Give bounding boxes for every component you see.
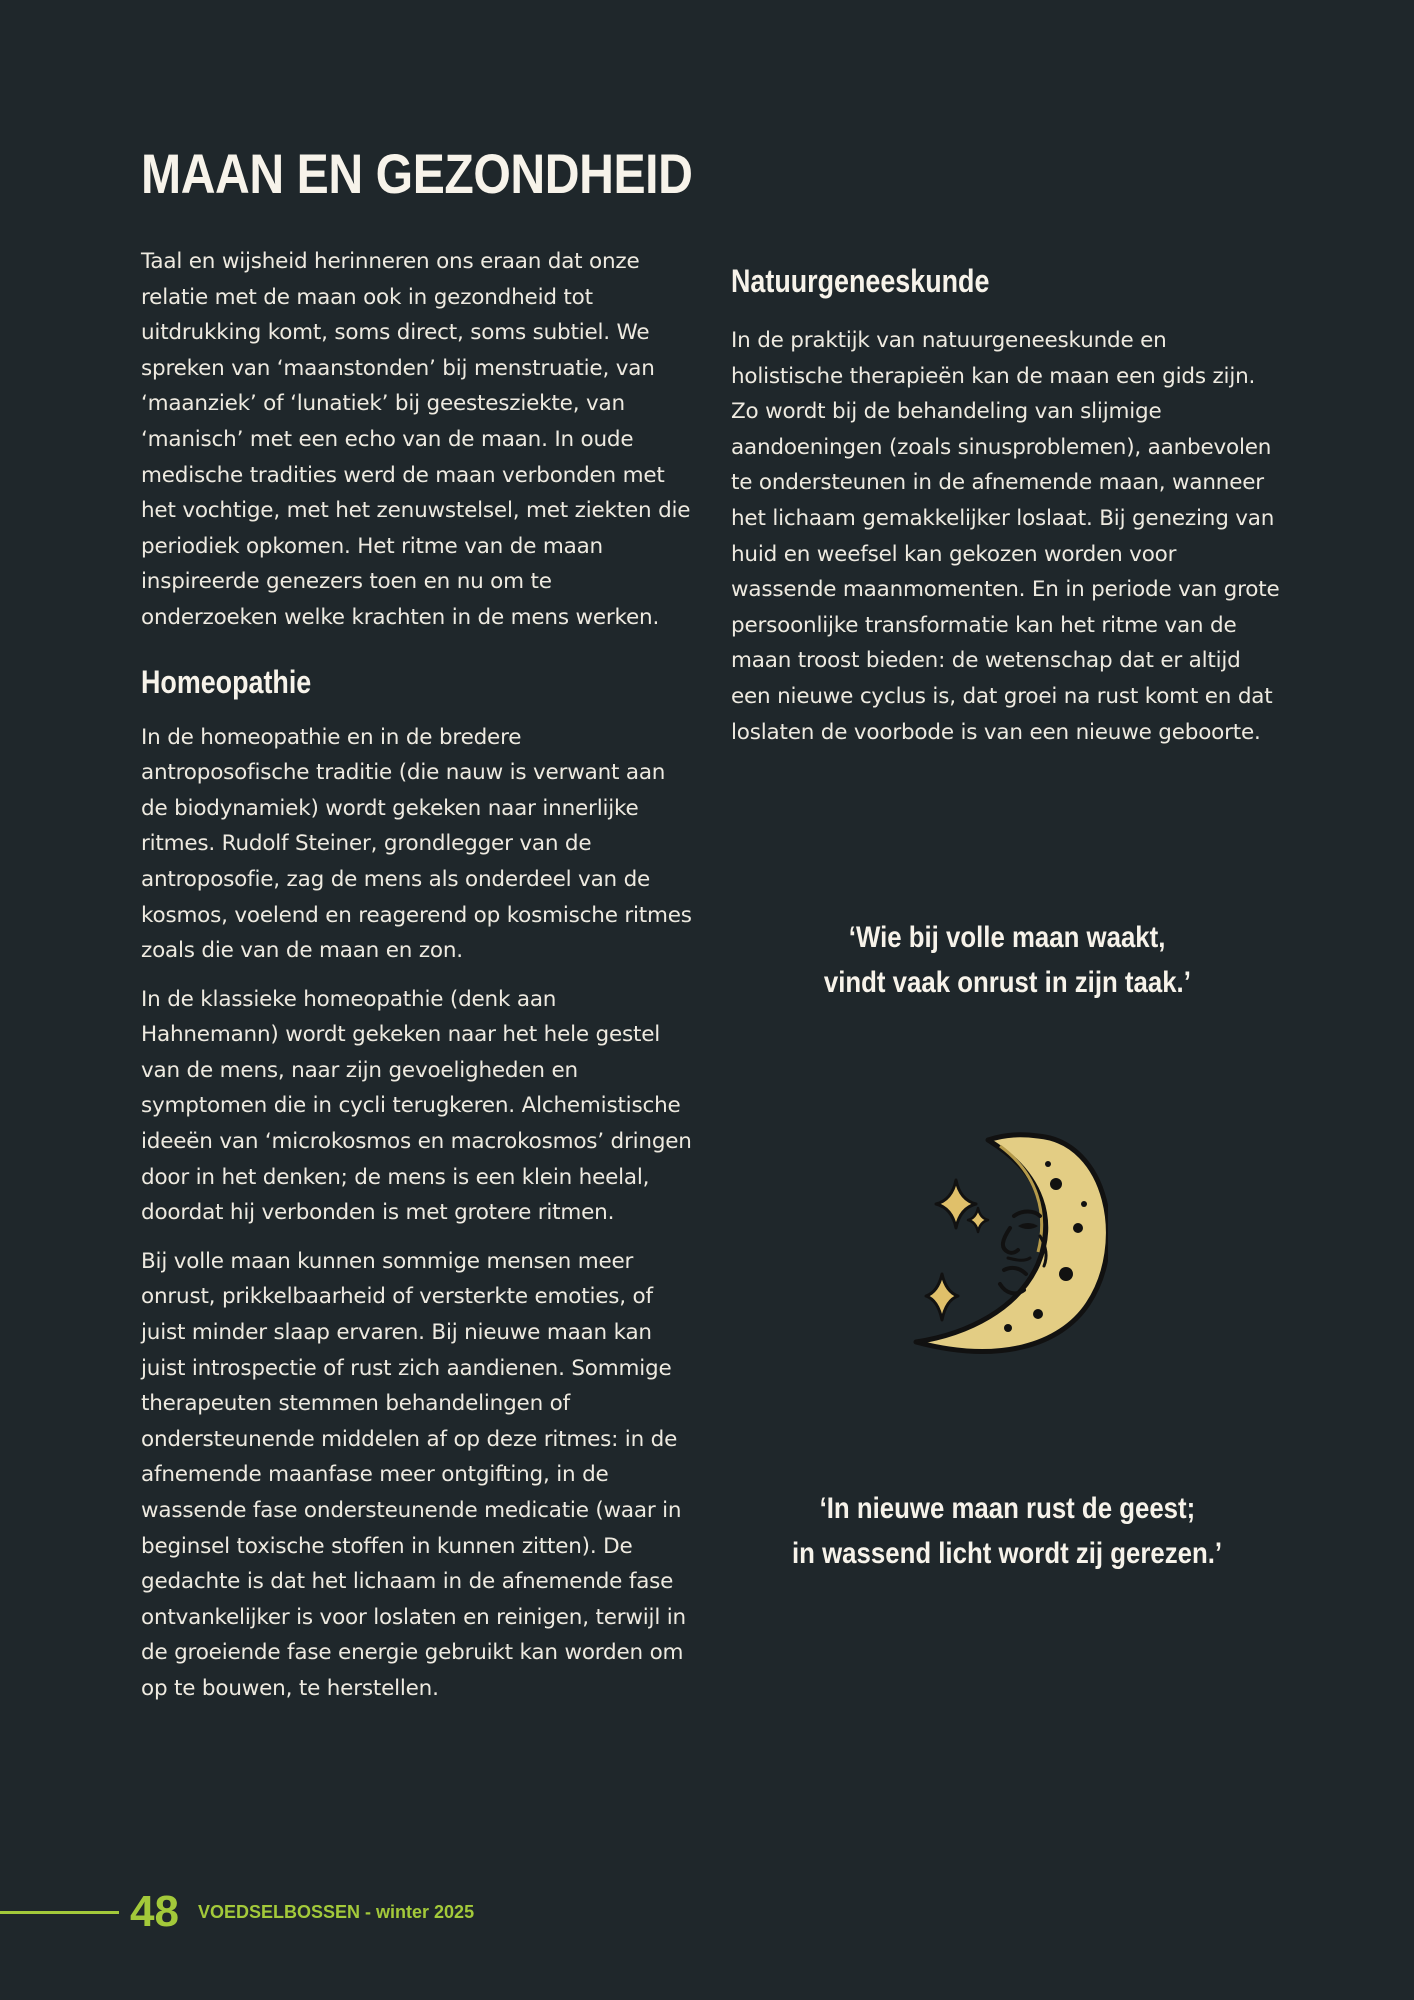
footer-divider bbox=[0, 1911, 119, 1914]
star-icon bbox=[968, 1208, 988, 1232]
moon-crater bbox=[1004, 1324, 1012, 1332]
quote-line: ‘Wie bij volle maan waakt, bbox=[849, 921, 1166, 954]
moon-crater bbox=[1081, 1201, 1087, 1207]
homeopathie-paragraph-3: Bij volle maan kunnen sommige mensen meer onrust, prikkelbaarheid of versterkte emoties, of juist minder slaap ervaren. Bij nieuwe maan kan juist introspectie of rust zich aandienen. Sommige therapeuten stemmen behandelingen of ondersteunende middelen af op deze ritmes: in de afnemende maanfase meer ontgifting, in de wassende fase ondersteunende medicatie (waar in beginsel toxische stoffen in kunnen zitten). De gedachte is dat het lichaam in de afnemende fase ontvankelijker is voor loslaten en reinigen, terwijl in de groeiende fase energie gebruikt kan worden om op te bouwen, te herstellen. bbox=[141, 1248, 686, 1701]
moon-eye bbox=[1018, 1223, 1038, 1229]
quote-line: vindt vaak onrust in zijn taak.’ bbox=[823, 966, 1192, 999]
moon-mouth bbox=[1004, 1268, 1026, 1274]
moon-crescent bbox=[916, 1135, 1108, 1352]
homeopathie-paragraph-2: In de klassieke homeopathie (denk aan Hahnemann) wordt gekeken naar het hele gestel van de mens, naar zijn gevoeligheden en symptomen die in cycli terugkeren. Alchemistische ideeën van ‘microkosmos en macrokosmos’ dringen door in het denken; de mens is een klein heelal, doordat hij verbonden is met grotere ritmen. bbox=[141, 986, 692, 1226]
crescent-moon-face-icon bbox=[888, 1124, 1108, 1364]
page-title: MAAN EN GEZONDHEID bbox=[141, 142, 693, 205]
moon-brow bbox=[1014, 1212, 1040, 1217]
quote-line: in wassend licht wordt zij gerezen.’ bbox=[792, 1537, 1223, 1570]
quote-new-moon bbox=[731, 1486, 1284, 1576]
star-icon bbox=[926, 1274, 958, 1320]
moon-crater bbox=[1033, 1309, 1043, 1319]
natuurgeneeskunde-paragraph: In de praktijk van natuurgeneeskunde en holistische therapieën kan de maan een gids zijn. Zo wordt bij de behandeling van slijmige aandoeningen (zoals sinusproblemen), aanbevolen te ondersteunen in de afnemende maan, wanneer het lichaam gemakkelijker loslaat. Bij genezing van huid en weefsel kan gekozen worden voor wassende maanmomenten. En in periode van grote persoonlijke transformatie kan het ritme van de maan troost bieden: de wetenschap dat er altijd een nieuwe cyclus is, dat groei na rust komt en dat loslaten de voorbode is van een nieuwe geboorte. bbox=[731, 328, 1280, 745]
footer-publication-label: VOEDSELBOSSEN - winter 2025 bbox=[198, 1902, 475, 1922]
homeopathie-heading: Homeopathie bbox=[141, 663, 312, 700]
moon-crater bbox=[1045, 1161, 1051, 1167]
homeopathie-paragraph-1: In de homeopathie en in de bredere antroposofische traditie (die nauw is verwant aan de biodynamiek) wordt gekeken naar innerlijke ritmes. Rudolf Steiner, grondlegger van de antroposofie, zag de mens als onderdeel van de kosmos, voelend en reagerend op kosmische ritmes zoals die van de maan en zon. bbox=[141, 724, 692, 964]
moon-crater bbox=[1059, 1267, 1073, 1281]
right-column bbox=[731, 255, 1284, 763]
page-number: 48 bbox=[130, 1887, 179, 1936]
moon-nose bbox=[1003, 1228, 1018, 1253]
natuurgeneeskunde-heading: Natuurgeneeskunde bbox=[731, 263, 990, 299]
moon-crater bbox=[1073, 1223, 1083, 1233]
quote-full-moon bbox=[731, 915, 1284, 1005]
intro-paragraph: Taal en wijsheid herinneren ons eraan dat onze relatie met de maan ook in gezondheid tot uitdrukking komt, soms direct, soms subtiel. We spreken van ‘maanstonden’ bij menstruatie, van ‘maanziek’ of ‘lunatiek’ bij geestesziekte, van ‘manisch’ met een echo van de maan. In oude medische tradities werd de maan verbonden met het vochtige, met het zenuwstelsel, met ziekten die periodiek opkomen. Het ritme van de maan inspireerde genezers toen en nu om te onderzoeken welke krachten in de mens werken. bbox=[141, 249, 691, 630]
moon-crater bbox=[1050, 1178, 1062, 1190]
quote-line: ‘In nieuwe maan rust de geest; bbox=[819, 1492, 1196, 1525]
left-column bbox=[141, 244, 694, 1720]
